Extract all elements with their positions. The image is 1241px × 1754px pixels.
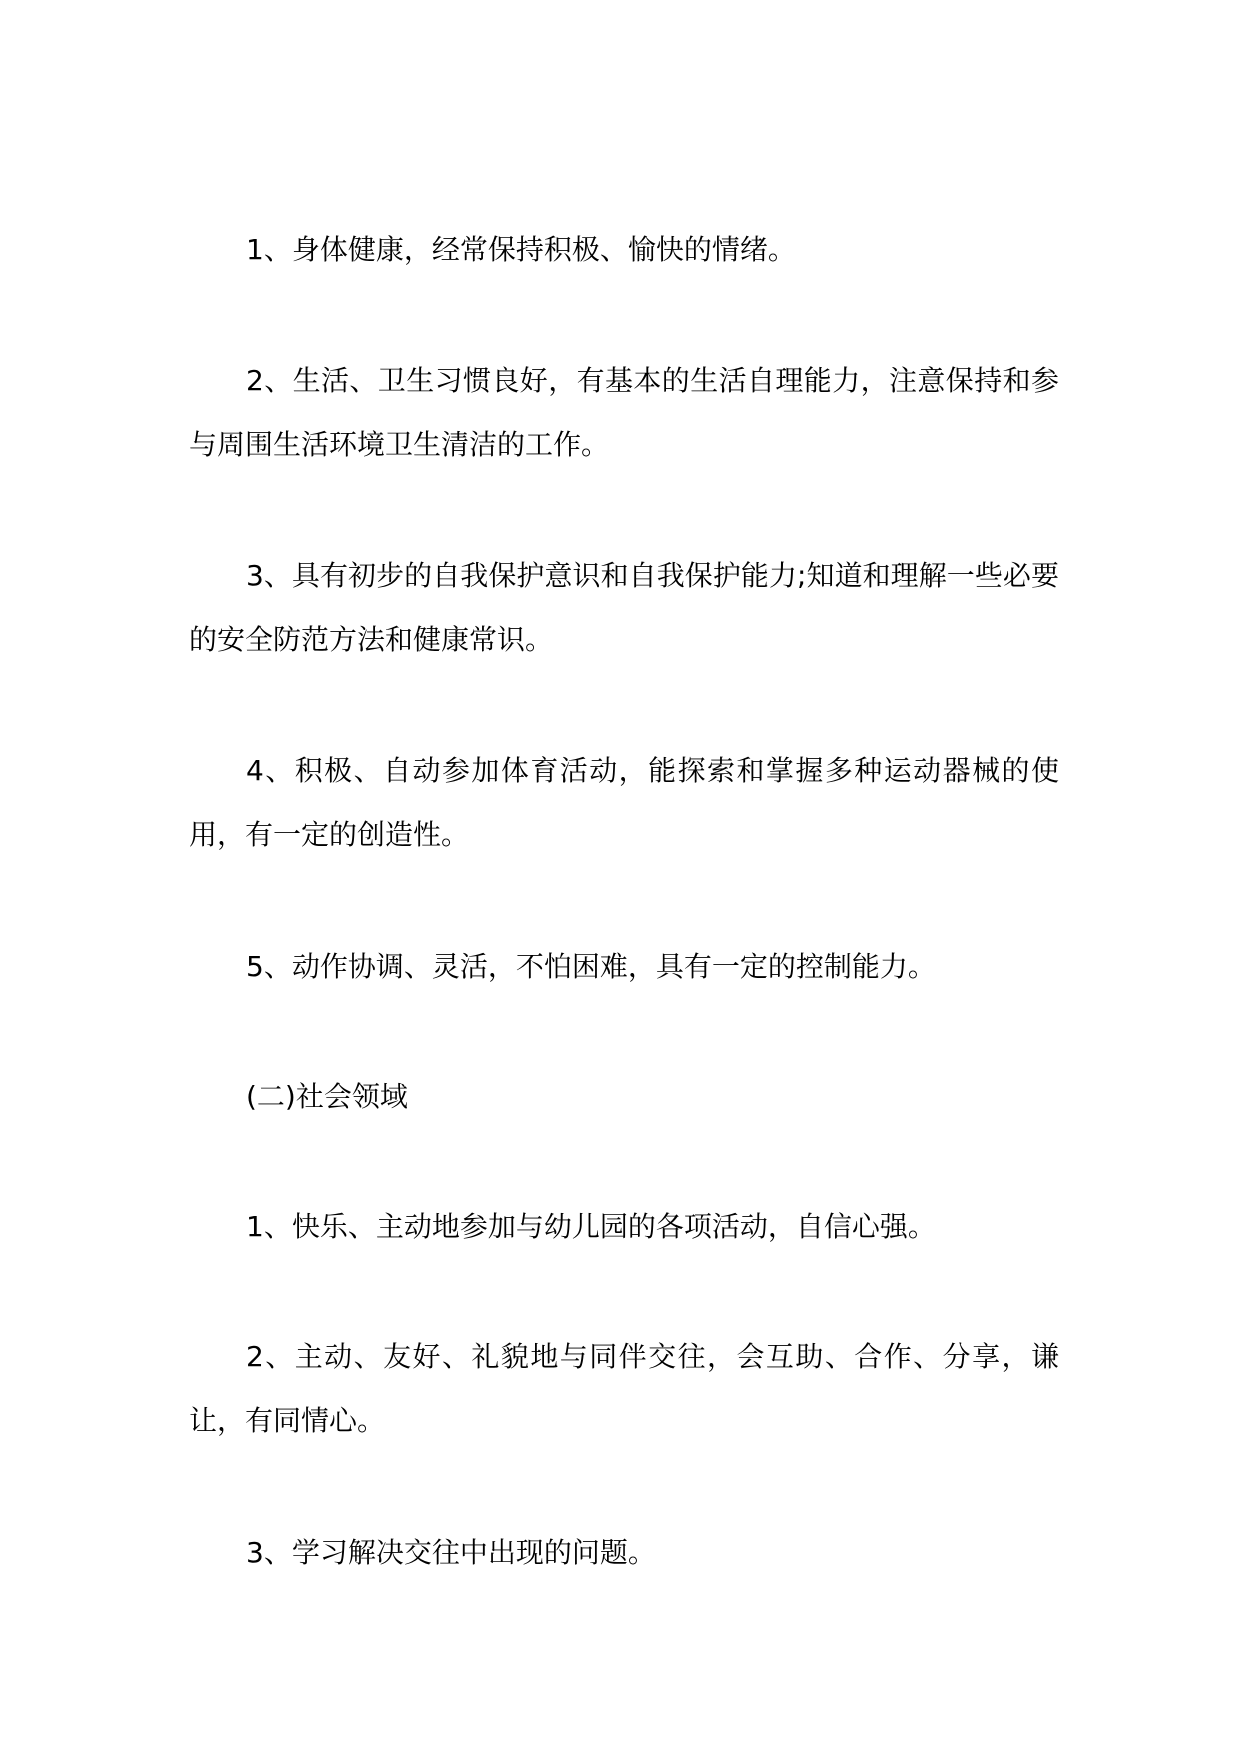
paragraph-health-1: 1、身体健康，经常保持积极、愉快的情绪。	[246, 233, 796, 266]
paragraph-health-3: 3、具有初步的自我保护意识和自我保护能力;知道和理解一些必要的安全防范方法和健康常识。	[189, 559, 1059, 656]
paragraph-health-2: 2、生活、卫生习惯良好，有基本的生活自理能力，注意保持和参与周围生活环境卫生清洁的工作。	[189, 364, 1059, 461]
paragraph-health-5: 5、动作协调、灵活，不怕困难，具有一定的控制能力。	[246, 950, 936, 983]
paragraph-health-4: 4、积极、自动参加体育活动，能探索和掌握多种运动器械的使用，有一定的创造性。	[189, 754, 1059, 851]
paragraph-social-2: 2、主动、友好、礼貌地与同伴交往，会互助、合作、分享，谦让，有同情心。	[189, 1340, 1059, 1437]
section-heading-social: (二)社会领域	[246, 1080, 408, 1113]
paragraph-social-3: 3、学习解决交往中出现的问题。	[246, 1536, 656, 1569]
paragraph-social-1: 1、快乐、主动地参加与幼儿园的各项活动，自信心强。	[246, 1210, 936, 1243]
